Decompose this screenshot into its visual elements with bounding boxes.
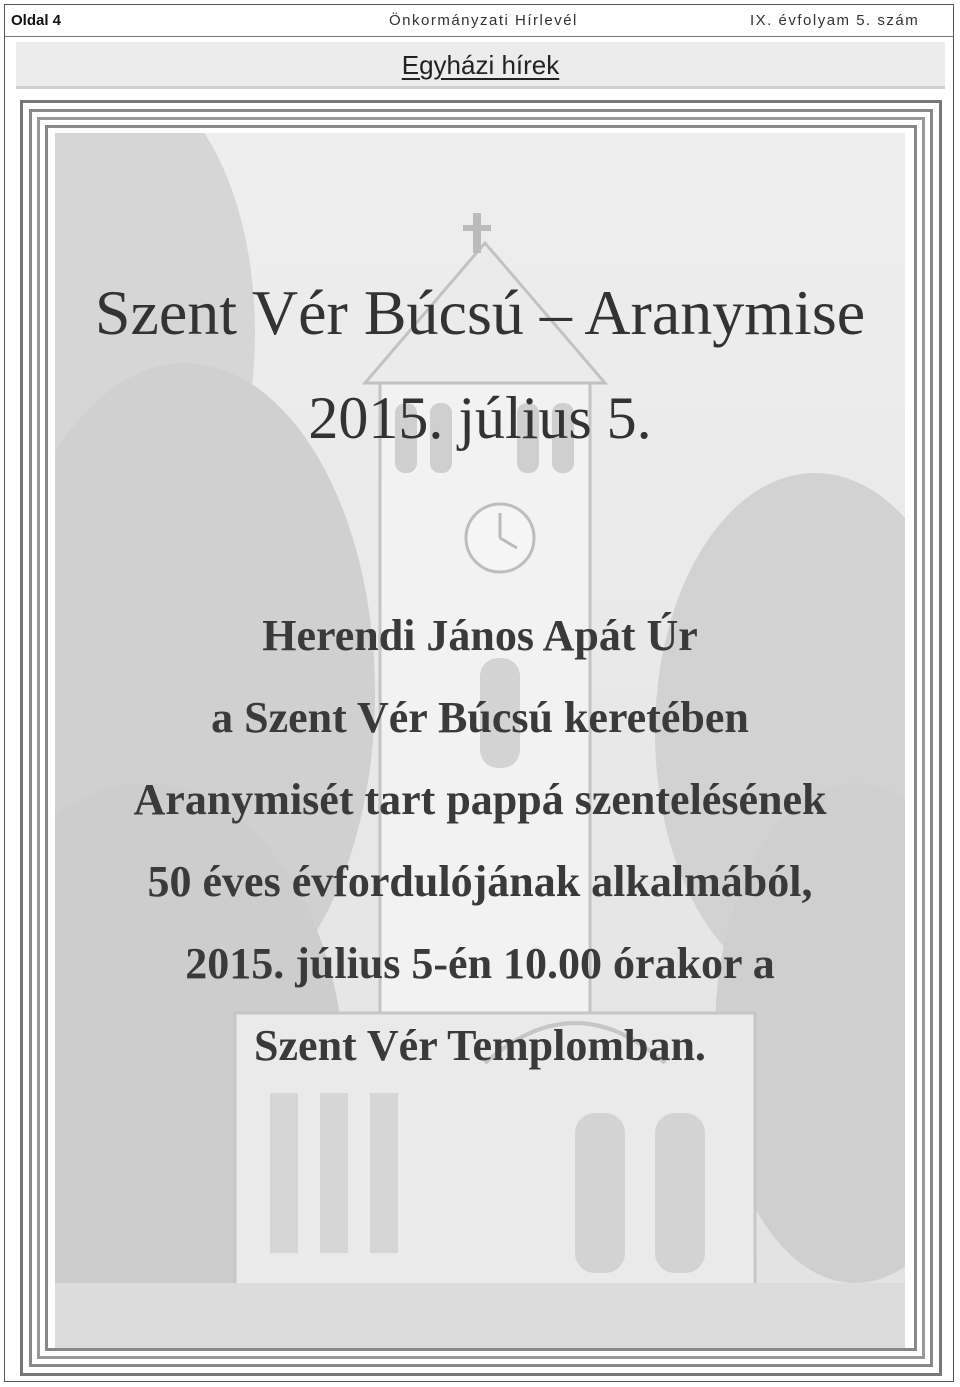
poster-line-6: Szent Vér Templomban. bbox=[254, 1021, 706, 1070]
poster-title: Szent Vér Búcsú – Aranymise bbox=[94, 277, 866, 348]
publication-name: Önkormányzati Hírlevél bbox=[389, 11, 578, 29]
section-banner bbox=[16, 42, 945, 86]
poster-line-1: Herendi János Apát Úr bbox=[262, 611, 698, 660]
issue-number: IX. évfolyam 5. szám bbox=[750, 11, 920, 29]
poster-line-5: 2015. július 5-én 10.00 órakor a bbox=[185, 939, 775, 988]
section-title: Egyházi hírek bbox=[401, 50, 560, 80]
header-divider bbox=[5, 36, 953, 37]
page-header bbox=[5, 5, 953, 35]
page-number: Oldal 4 bbox=[11, 11, 62, 29]
poster-date: 2015. július 5. bbox=[308, 385, 652, 451]
poster-line-2: a Szent Vér Búcsú keretében bbox=[211, 693, 749, 742]
poster-line-3: Aranymisét tart pappá szentelésének bbox=[133, 775, 827, 824]
poster-line-4: 50 éves évfordulójának alkalmából, bbox=[147, 857, 813, 906]
